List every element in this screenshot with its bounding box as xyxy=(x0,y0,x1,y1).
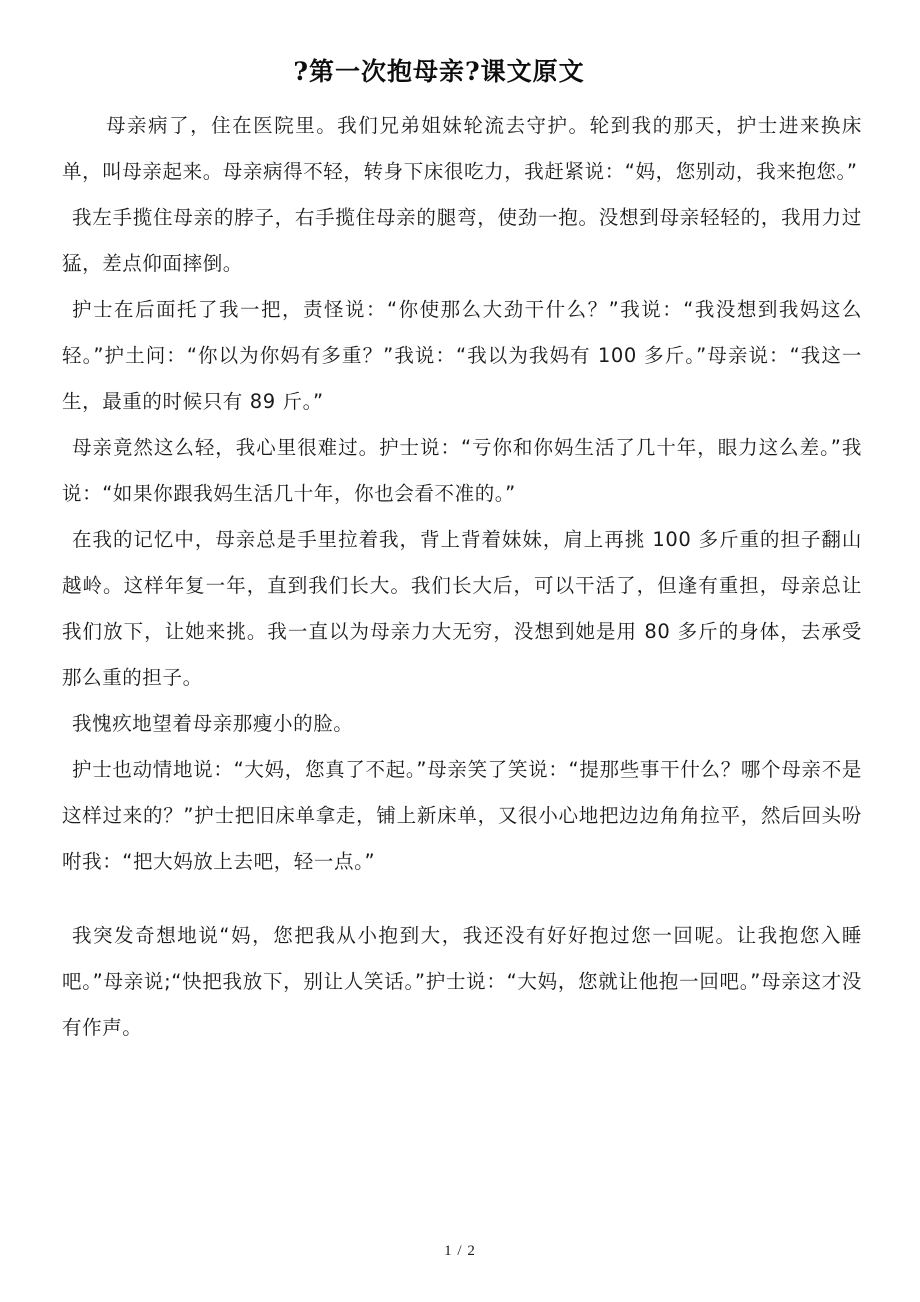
page-number: 1 / 2 xyxy=(444,1243,476,1259)
paragraph-4: 母亲竟然这么轻，我心里很难过。护士说：“亏你和你妈生活了几十年，眼力这么差。”我说：“如果你跟我妈生活几十年，你也会看不准的。” xyxy=(62,436,862,505)
page-title: ?第一次抱母亲?课文原文 xyxy=(293,57,585,86)
paragraph-8: 我突发奇想地说“妈，您把我从小抱到大，我还没有好好抱过您一回呢。让我抱您入睡吧。”母亲说;“快把我放下，别让人笑话。”护士说：“大妈，您就让他抱一回吧。”母亲这才没有作声。 xyxy=(62,924,862,1039)
document-body xyxy=(0,103,920,1051)
paragraph-5: 在我的记忆中，母亲总是手里拉着我，背上背着妹妹，肩上再挑 100 多斤重的担子翻山越岭。这样年复一年，直到我们长大。我们长大后，可以干活了，但逢有重担，母亲总让我们放下，让她来挑。我一直以为母亲力大无穷，没想到她是用 80 多斤的身体，去承受那么重的担子。 xyxy=(62,528,862,689)
paragraph-2: 我左手揽住母亲的脖子，右手揽住母亲的腿弯，使劲一抱。没想到母亲轻轻的，我用力过猛，差点仰面摔倒。 xyxy=(62,206,862,275)
paragraph-7: 护士也动情地说：“大妈，您真了不起。”母亲笑了笑说：“提那些事干什么？哪个母亲不是这样过来的？”护士把旧床单拿走，铺上新床单，又很小心地把边边角角拉平，然后回头吩咐我：“把大妈放上去吧，轻一点。” xyxy=(62,758,862,873)
paragraph-6: 我愧疚地望着母亲那瘦小的脸。 xyxy=(72,712,354,735)
paragraph-3: 护士在后面托了我一把，责怪说：“你使那么大劲干什么？”我说：“我没想到我妈这么轻。”护土问：“你以为你妈有多重？”我说：“我以为我妈有 100 多斤。”母亲说：“我这一生，最重的时候只有 89 斤。” xyxy=(62,298,862,413)
paragraph-1: 母亲病了，住在医院里。我们兄弟姐妹轮流去守护。轮到我的那天，护士进来换床单，叫母亲起来。母亲病得不轻，转身下床很吃力，我赶紧说：“妈，您别动，我来抱您。” xyxy=(62,114,862,183)
